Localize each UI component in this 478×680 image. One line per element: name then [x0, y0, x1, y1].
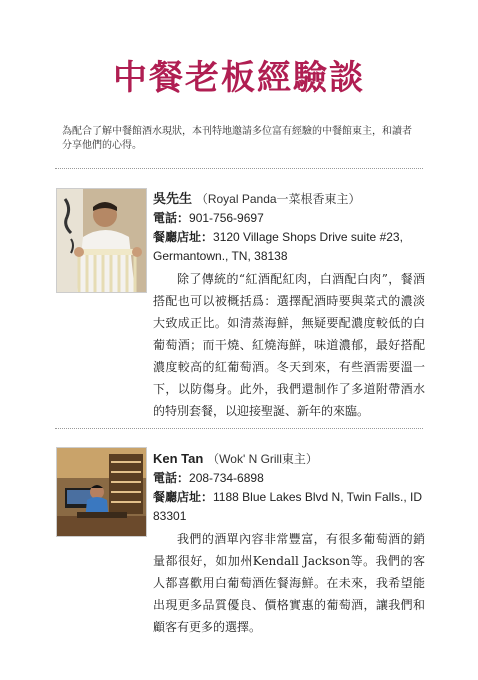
owner-info-wu	[153, 190, 425, 422]
owner-info-ken-tan	[153, 449, 425, 638]
owner-name: Ken Tan	[153, 451, 204, 466]
divider	[55, 168, 423, 169]
address-label: 餐廳店址：	[153, 490, 214, 504]
owner-photo-wu	[56, 188, 147, 293]
address-label: 餐廳店址：	[153, 230, 214, 244]
owner-role: （Wok' N Grill東主）	[207, 452, 318, 466]
owner-name: 吳先生	[153, 192, 193, 207]
phone-number: 901-756-9697	[189, 211, 264, 225]
page-title: 中餐老板經驗談	[113, 58, 365, 98]
owner-statement: 我們的酒單內容非常豐富，有很多葡萄酒的銷量都很好，如加州Kendall Jackson等。我們的客人都喜歡用白葡萄酒佐餐海鮮。在未來，我希望能出現更多品質優良、價格實惠的葡萄酒，讓我們和顧客有更多的選擇。	[153, 532, 425, 634]
divider	[55, 428, 423, 429]
address-line-1: 1188 Blue Lakes Blvd N, Twin Falls., ID	[213, 490, 423, 504]
address-line-1: 3120 Village Shops Drive suite #23,	[213, 230, 403, 244]
owner-statement: 除了傳統的“紅酒配紅肉，白酒配白肉”，餐酒搭配也可以被概括爲：選擇配酒時要與菜式的濃淡大致成正比。如清蒸海鮮，無疑要配濃度較低的白葡萄酒；而干燒、紅燒海鮮，味道濃郁，最好搭配濃度較高的紅葡萄酒。冬天到來，有些酒需要溫一下，以防傷身。此外，我們還制作了多道附帶酒水的特別套餐，以迎接聖誕、新年的來臨。	[153, 272, 425, 418]
phone-number: 208-734-6898	[189, 471, 264, 485]
owner-photo-ken-tan	[56, 447, 147, 537]
phone-label: 電話：	[153, 471, 190, 485]
address-line-2: 83301	[153, 509, 187, 523]
address-line-2: Germantown., TN, 38138	[153, 249, 288, 263]
phone-label: 電話：	[153, 211, 190, 225]
intro-text: 為配合了解中餐館酒水現狀，本刊特地邀請多位富有經驗的中餐館東主，和讀者分享他們的心得。	[62, 126, 412, 151]
owner-role: （Royal Panda一菜根香東主）	[195, 192, 361, 206]
